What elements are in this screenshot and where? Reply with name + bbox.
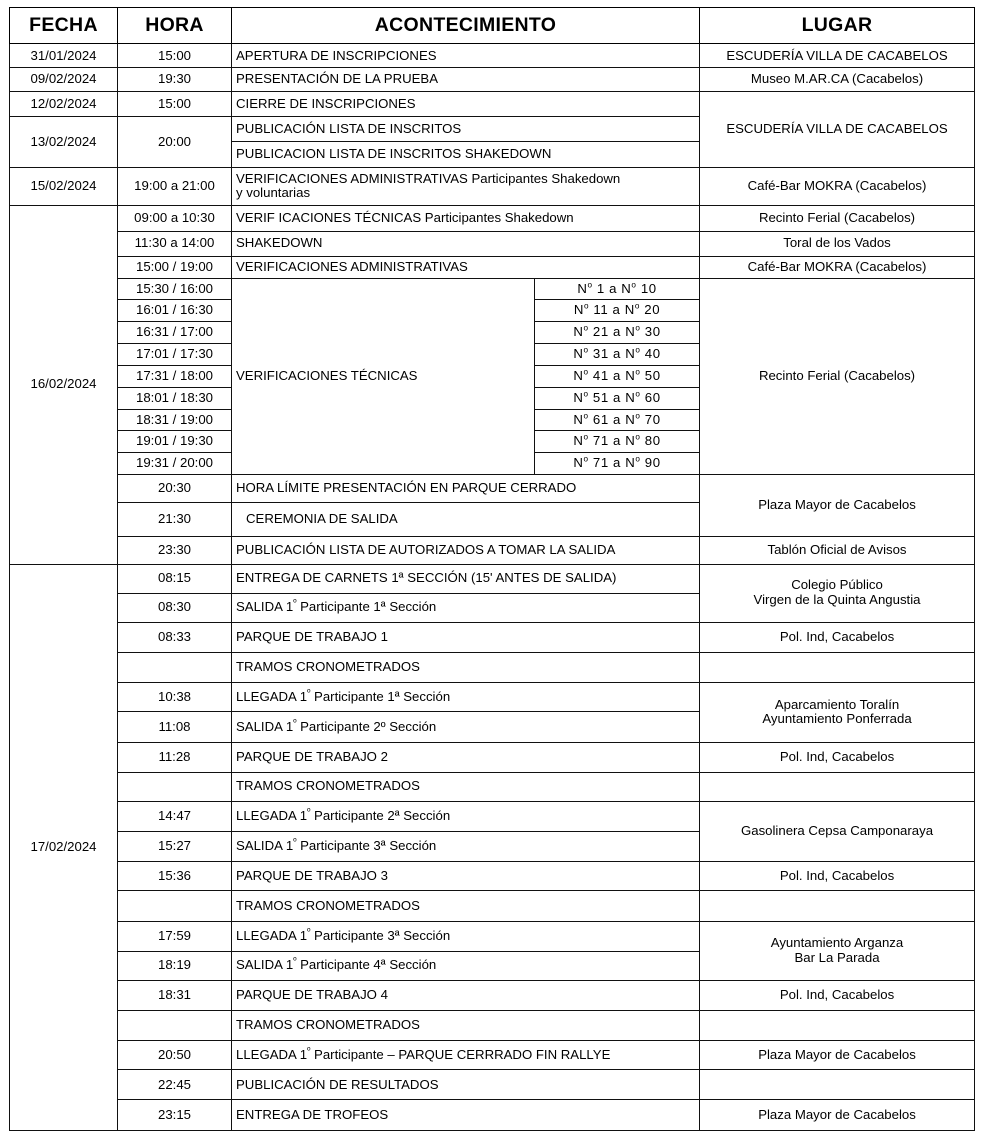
cell-hora: 15:27 (118, 832, 232, 862)
cell-fecha: 15/02/2024 (10, 168, 118, 205)
cell-acontecimiento: VERIFICACIONES ADMINISTRATIVAS (232, 256, 700, 278)
num-sup: o (635, 323, 641, 333)
num-sep: a (612, 302, 621, 318)
table-row-verificacion-slot (10, 278, 975, 300)
cell-acontecimiento: PRESENTACIÓN DE LA PRUEBA (232, 68, 700, 92)
num-prefix: N (577, 280, 588, 296)
table-row (10, 980, 975, 1010)
num-prefix: N (573, 389, 584, 405)
num-to: 50 (644, 367, 661, 383)
cell-lugar: Plaza Mayor de Cacabelos (700, 1041, 975, 1070)
lugar-line-2: Virgen de la Quinta Angustia (753, 592, 921, 608)
cell-lugar: Recinto Ferial (Cacabelos) (700, 205, 975, 231)
num-to: 40 (644, 346, 661, 362)
cell-hora: 19:00 a 21:00 (118, 168, 232, 205)
cell-lugar: Pol. Ind, Cacabelos (700, 862, 975, 891)
table-header-row (10, 8, 975, 44)
num-sep: a (613, 411, 621, 427)
cell-acontecimiento: PARQUE DE TRABAJO 4 (232, 980, 700, 1010)
table-row (10, 1011, 975, 1041)
cell-acontecimiento (232, 921, 700, 951)
acontecimiento-post: Participante 3ª Sección (296, 838, 437, 854)
num-to: 70 (644, 411, 661, 427)
num-sep: a (613, 367, 621, 383)
num-to: 20 (644, 302, 661, 318)
cell-fecha: 13/02/2024 (10, 117, 118, 168)
table-row (10, 44, 975, 68)
cell-acontecimiento (232, 712, 700, 742)
num-sup: o (587, 280, 593, 290)
cell-acontecimiento: ENTREGA DE CARNETS 1ª SECCIÓN (15' ANTES DE SALIDA) (232, 564, 700, 593)
acontecimiento-post: Participante – PARQUE CERRRADO FIN RALLYE (310, 1046, 611, 1062)
cell-fecha: 31/01/2024 (10, 44, 118, 68)
table-row (10, 1070, 975, 1100)
cell-hora: 18:31 (118, 980, 232, 1010)
acontecimiento-pre: LLEGADA 1 (236, 927, 308, 943)
ordinal-mark: º (293, 836, 297, 847)
acontecimiento-pre: SALIDA 1 (236, 599, 294, 615)
cell-lugar: Recinto Ferial (Cacabelos) (700, 278, 975, 475)
cell-hora: 17:31 / 18:00 (118, 365, 232, 387)
num-sep: a (613, 346, 621, 362)
cell-acontecimiento: PUBLICACIÓN LISTA DE AUTORIZADOS A TOMAR LA SALIDA (232, 536, 700, 564)
table-row (10, 92, 975, 117)
num-prefix: N (625, 346, 636, 362)
table-row (10, 772, 975, 801)
num-to: 60 (644, 389, 661, 405)
table-row (10, 205, 975, 231)
table-row (10, 231, 975, 256)
num-from: 51 (592, 389, 609, 405)
table-row (10, 256, 975, 278)
num-sup: o (583, 411, 589, 421)
table-row (10, 862, 975, 891)
cell-acontecimiento (232, 951, 700, 980)
ordinal-mark: º (293, 717, 297, 728)
acontecimiento-post: Participante 3ª Sección (310, 927, 451, 943)
num-from: 31 (592, 346, 609, 362)
cell-lugar: Gasolinera Cepsa Camponaraya (700, 801, 975, 861)
cell-hora (118, 653, 232, 683)
ordinal-mark: º (307, 687, 311, 698)
cell-acontecimiento: CEREMONIA DE SALIDA (232, 503, 700, 536)
cell-lugar (700, 772, 975, 801)
num-sup: o (583, 302, 590, 312)
cell-lugar: Pol. Ind, Cacabelos (700, 622, 975, 652)
cell-hora: 15:30 / 16:00 (118, 278, 232, 300)
num-sup: o (583, 454, 589, 464)
table-row (10, 891, 975, 921)
cell-hora: 14:47 (118, 801, 232, 831)
cell-hora: 21:30 (118, 503, 232, 536)
num-prefix: N (625, 367, 636, 383)
cell-acontecimiento: TRAMOS CRONOMETRADOS (232, 772, 700, 801)
table-row (10, 683, 975, 712)
num-sup: o (635, 454, 641, 464)
cell-hora: 23:30 (118, 536, 232, 564)
acontecimiento-pre: LLEGADA 1 (236, 1046, 308, 1062)
cell-numeros (535, 387, 700, 409)
cell-numeros (535, 365, 700, 387)
cell-lugar (700, 921, 975, 980)
num-prefix: N (573, 302, 584, 318)
cell-acontecimiento: TRAMOS CRONOMETRADOS (232, 1011, 700, 1041)
cell-acontecimiento: PARQUE DE TRABAJO 3 (232, 862, 700, 891)
num-prefix: N (624, 302, 635, 318)
cell-lugar (700, 1011, 975, 1041)
acontecimiento-pre: SALIDA 1 (236, 838, 294, 854)
cell-lugar: Tablón Oficial de Avisos (700, 536, 975, 564)
cell-acontecimiento: ENTREGA DE TROFEOS (232, 1100, 700, 1131)
acontecimiento-line-2: y voluntarias (236, 185, 311, 201)
cell-lugar: Toral de los Vados (700, 231, 975, 256)
cell-hora: 22:45 (118, 1070, 232, 1100)
num-sup: o (635, 367, 641, 377)
cell-numeros (535, 453, 700, 475)
cell-hora: 08:30 (118, 593, 232, 622)
cell-lugar (700, 564, 975, 622)
cell-acontecimiento: PUBLICACIÓN DE RESULTADOS (232, 1070, 700, 1100)
cell-acontecimiento: TRAMOS CRONOMETRADOS (232, 653, 700, 683)
table-row (10, 801, 975, 831)
num-prefix: N (625, 411, 636, 427)
acontecimiento-pre: LLEGADA 1 (236, 688, 308, 704)
acontecimiento-post: Participante 2ª Sección (310, 808, 451, 824)
num-to: 80 (644, 433, 661, 449)
table-row (10, 564, 975, 593)
num-to: 90 (644, 455, 661, 471)
cell-lugar: Café-Bar MOKRA (Cacabelos) (700, 168, 975, 205)
cell-lugar: Pol. Ind, Cacabelos (700, 742, 975, 772)
lugar-line-2: Bar La Parada (794, 949, 880, 965)
ordinal-mark: º (307, 926, 311, 937)
num-prefix: N (573, 346, 584, 362)
acontecimiento-post: Participante 2º Sección (296, 718, 437, 734)
cell-numeros (535, 278, 700, 300)
cell-lugar (700, 1070, 975, 1100)
cell-hora: 17:59 (118, 921, 232, 951)
cell-hora: 20:00 (118, 117, 232, 168)
cell-hora (118, 772, 232, 801)
num-to: 10 (640, 280, 657, 296)
num-sep: a (613, 433, 621, 449)
num-prefix: N (573, 324, 584, 340)
acontecimiento-line-1: VERIFICACIONES ADMINISTRATIVAS Participantes Shakedown (236, 170, 621, 186)
cell-fecha: 12/02/2024 (10, 92, 118, 117)
num-sup: o (583, 345, 589, 355)
acontecimiento-post: Participante 1ª Sección (296, 599, 437, 615)
cell-fecha: 17/02/2024 (10, 564, 118, 1130)
cell-hora: 20:50 (118, 1041, 232, 1070)
cell-hora: 08:33 (118, 622, 232, 652)
num-sup: o (635, 389, 641, 399)
cell-numeros (535, 300, 700, 322)
table-row (10, 653, 975, 683)
num-sup: o (583, 323, 589, 333)
num-sep: a (613, 324, 621, 340)
cell-hora: 11:28 (118, 742, 232, 772)
cell-hora: 18:19 (118, 951, 232, 980)
num-prefix: N (621, 280, 632, 296)
cell-hora: 19:31 / 20:00 (118, 453, 232, 475)
cell-acontecimiento: PUBLICACION LISTA DE INSCRITOS SHAKEDOWN (232, 142, 700, 168)
num-prefix: N (573, 411, 584, 427)
num-prefix: N (625, 455, 636, 471)
table-row (10, 1100, 975, 1131)
num-to: 30 (644, 324, 661, 340)
cell-lugar: ESCUDERÍA VILLA DE CACABELOS (700, 44, 975, 68)
num-sup: o (583, 389, 589, 399)
cell-acontecimiento: PARQUE DE TRABAJO 1 (232, 622, 700, 652)
num-sep: a (613, 389, 621, 405)
cell-fecha: 16/02/2024 (10, 205, 118, 564)
cell-acontecimiento: APERTURA DE INSCRIPCIONES (232, 44, 700, 68)
cell-acontecimiento (232, 683, 700, 712)
num-from: 11 (593, 302, 609, 318)
column-header-hora: HORA (118, 8, 232, 44)
table-row (10, 536, 975, 564)
acontecimiento-post: Participante 1ª Sección (310, 688, 451, 704)
cell-numeros (535, 431, 700, 453)
num-sep: a (609, 280, 617, 296)
lugar-line-1: Aparcamiento Toralín (774, 696, 900, 712)
num-sup: o (631, 280, 637, 290)
num-sup: o (635, 433, 641, 443)
num-from: 21 (592, 324, 609, 340)
ordinal-mark: º (307, 1045, 311, 1056)
column-header-lugar: LUGAR (700, 8, 975, 44)
cell-lugar: Museo M.AR.CA (Cacabelos) (700, 68, 975, 92)
cell-acontecimiento: SHAKEDOWN (232, 231, 700, 256)
cell-acontecimiento: CIERRE DE INSCRIPCIONES (232, 92, 700, 117)
cell-acontecimiento (232, 832, 700, 862)
cell-hora: 19:01 / 19:30 (118, 431, 232, 453)
cell-lugar: Café-Bar MOKRA (Cacabelos) (700, 256, 975, 278)
table-row (10, 168, 975, 205)
cell-hora: 11:08 (118, 712, 232, 742)
num-from: 71 (592, 433, 609, 449)
cell-hora: 18:31 / 19:00 (118, 409, 232, 431)
cell-acontecimiento: VERIFICACIONES TÉCNICAS (232, 278, 535, 475)
table-row (10, 68, 975, 92)
cell-numeros (535, 409, 700, 431)
table-row (10, 921, 975, 951)
cell-hora: 10:38 (118, 683, 232, 712)
schedule-table (9, 7, 975, 1131)
cell-hora: 15:00 (118, 44, 232, 68)
num-from: 1 (596, 280, 605, 296)
num-prefix: N (573, 433, 584, 449)
acontecimiento-post: Participante 4ª Sección (296, 957, 437, 973)
table-row (10, 475, 975, 503)
num-prefix: N (625, 433, 636, 449)
cell-hora (118, 891, 232, 921)
cell-hora: 23:15 (118, 1100, 232, 1131)
table-row (10, 622, 975, 652)
cell-acontecimiento: PARQUE DE TRABAJO 2 (232, 742, 700, 772)
cell-lugar: Plaza Mayor de Cacabelos (700, 475, 975, 536)
cell-lugar (700, 653, 975, 683)
cell-hora: 18:01 / 18:30 (118, 387, 232, 409)
cell-fecha: 09/02/2024 (10, 68, 118, 92)
column-header-acontecimiento: ACONTECIMIENTO (232, 8, 700, 44)
num-prefix: N (625, 389, 636, 405)
num-sup: o (635, 411, 641, 421)
ordinal-mark: º (293, 955, 297, 966)
num-sup: o (635, 345, 641, 355)
cell-acontecimiento: HORA LÍMITE PRESENTACIÓN EN PARQUE CERRADO (232, 475, 700, 503)
num-prefix: N (573, 367, 584, 383)
cell-lugar (700, 683, 975, 742)
cell-hora: 09:00 a 10:30 (118, 205, 232, 231)
cell-numeros (535, 344, 700, 366)
cell-numeros (535, 322, 700, 344)
cell-acontecimiento (232, 593, 700, 622)
acontecimiento-pre: SALIDA 1 (236, 957, 294, 973)
lugar-line-1: Colegio Público (791, 577, 883, 593)
num-prefix: N (625, 324, 636, 340)
num-prefix: N (573, 455, 584, 471)
num-sup: o (583, 433, 589, 443)
acontecimiento-pre: SALIDA 1 (236, 718, 294, 734)
cell-lugar (700, 891, 975, 921)
cell-lugar: ESCUDERÍA VILLA DE CACABELOS (700, 92, 975, 168)
cell-acontecimiento (232, 168, 700, 205)
lugar-line-2: Ayuntamiento Ponferrada (762, 711, 912, 727)
cell-acontecimiento: VERIF ICACIONES TÉCNICAS Participantes Shakedown (232, 205, 700, 231)
num-from: 41 (592, 367, 609, 383)
cell-hora: 17:01 / 17:30 (118, 344, 232, 366)
table-row (10, 1041, 975, 1070)
cell-hora: 15:36 (118, 862, 232, 891)
cell-hora: 16:31 / 17:00 (118, 322, 232, 344)
lugar-line-1: Ayuntamiento Arganza (770, 934, 904, 950)
num-sup: o (634, 302, 641, 312)
cell-hora: 20:30 (118, 475, 232, 503)
cell-acontecimiento (232, 1041, 700, 1070)
cell-hora: 15:00 / 19:00 (118, 256, 232, 278)
cell-hora: 19:30 (118, 68, 232, 92)
cell-hora: 16:01 / 16:30 (118, 300, 232, 322)
cell-lugar: Pol. Ind, Cacabelos (700, 980, 975, 1010)
num-from: 61 (592, 411, 609, 427)
table-row (10, 742, 975, 772)
num-sep: a (613, 455, 621, 471)
cell-hora: 11:30 a 14:00 (118, 231, 232, 256)
num-from: 71 (592, 455, 609, 471)
cell-hora: 08:15 (118, 564, 232, 593)
cell-hora: 15:00 (118, 92, 232, 117)
num-sup: o (583, 367, 589, 377)
ordinal-mark: º (293, 598, 297, 609)
cell-acontecimiento (232, 801, 700, 831)
cell-acontecimiento: PUBLICACIÓN LISTA DE INSCRITOS (232, 117, 700, 142)
cell-acontecimiento: TRAMOS CRONOMETRADOS (232, 891, 700, 921)
ordinal-mark: º (307, 806, 311, 817)
column-header-fecha: FECHA (10, 8, 118, 44)
cell-lugar: Plaza Mayor de Cacabelos (700, 1100, 975, 1131)
cell-hora (118, 1011, 232, 1041)
acontecimiento-pre: LLEGADA 1 (236, 808, 308, 824)
